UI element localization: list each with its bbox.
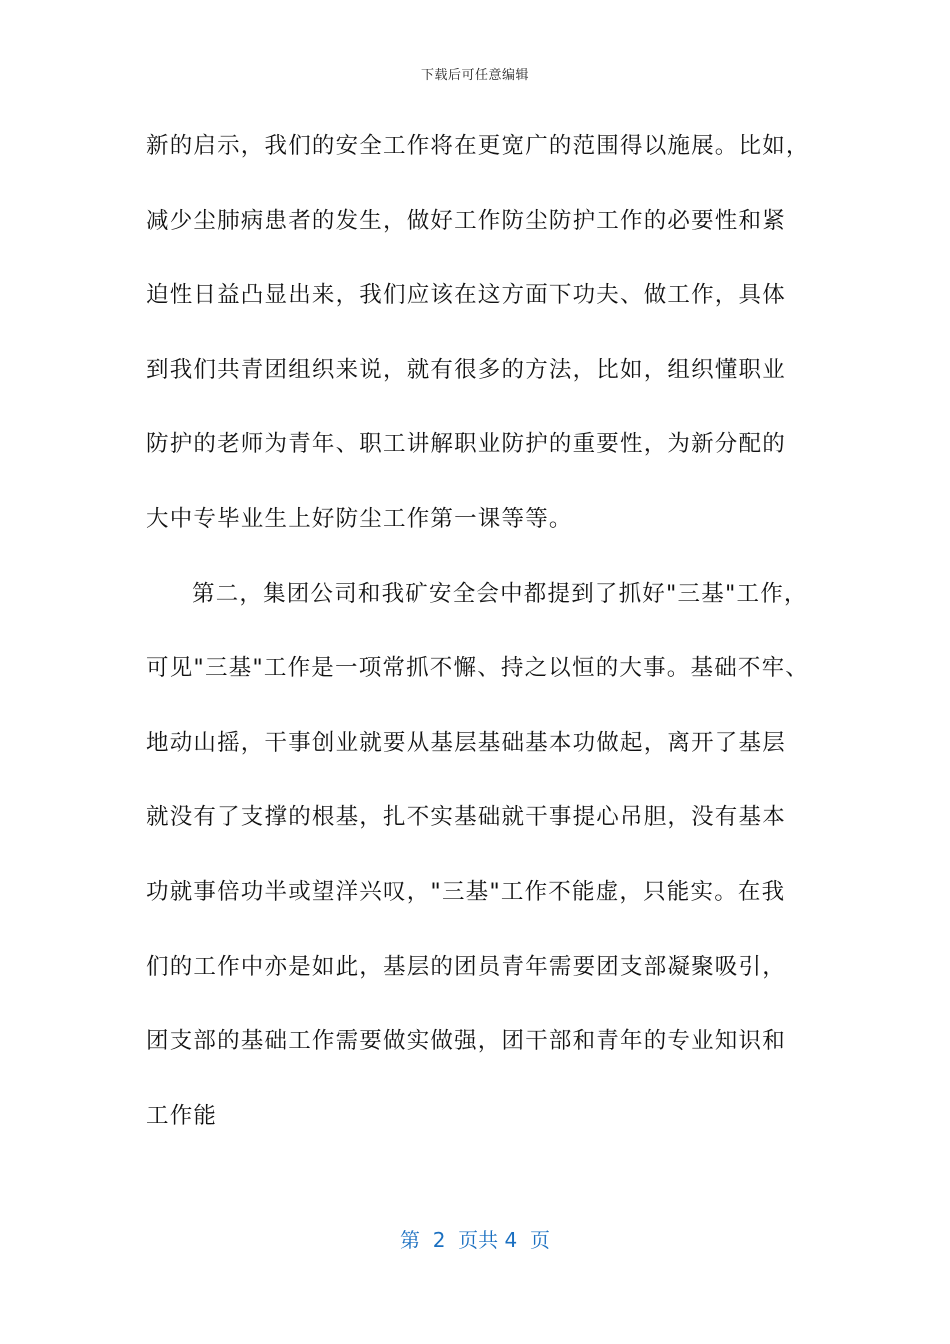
text-line: 到我们共青团组织来说，就有很多的方法，比如，组织懂职业 — [146, 356, 786, 383]
page-header-note: 下载后可任意编辑 — [420, 68, 529, 83]
text-line: 可见"三基"工作是一项常抓不懈、持之以恒的大事。基础不牢、 — [146, 655, 809, 682]
text-line: 功就事倍功半或望洋兴叹，"三基"工作不能虚，只能实。在我 — [146, 878, 786, 905]
text-line: 减少尘肺病患者的发生，做好工作防尘防护工作的必要性和紧 — [146, 207, 786, 234]
text-line: 工作能 — [146, 1102, 218, 1129]
text-line: 地动山摇，干事创业就要从基层基础基本功做起，离开了基层 — [146, 729, 786, 756]
text-line: 就没有了支撑的根基，扎不实基础就干事提心吊胆，没有基本 — [146, 804, 786, 831]
paragraph-start-line: 第二，集团公司和我矿安全会中都提到了抓好"三基"工作， — [192, 580, 808, 607]
text-line: 大中专毕业生上好防尘工作第一课等等。 — [146, 505, 573, 532]
text-line: 防护的老师为青年、职工讲解职业防护的重要性，为新分配的 — [146, 431, 786, 458]
page-number: 第 2 页共 4 页 — [400, 1228, 550, 1252]
text-line: 们的工作中亦是如此，基层的团员青年需要团支部凝聚吸引， — [146, 953, 786, 980]
text-line: 新的启示，我们的安全工作将在更宽广的范围得以施展。比如， — [146, 133, 810, 159]
text-line: 团支部的基础工作需要做实做强，团干部和青年的专业知识和 — [146, 1028, 786, 1055]
text-line: 迫性日益凸显出来，我们应该在这方面下功夫、做工作，具体 — [146, 282, 786, 309]
document-body — [146, 118, 826, 1162]
